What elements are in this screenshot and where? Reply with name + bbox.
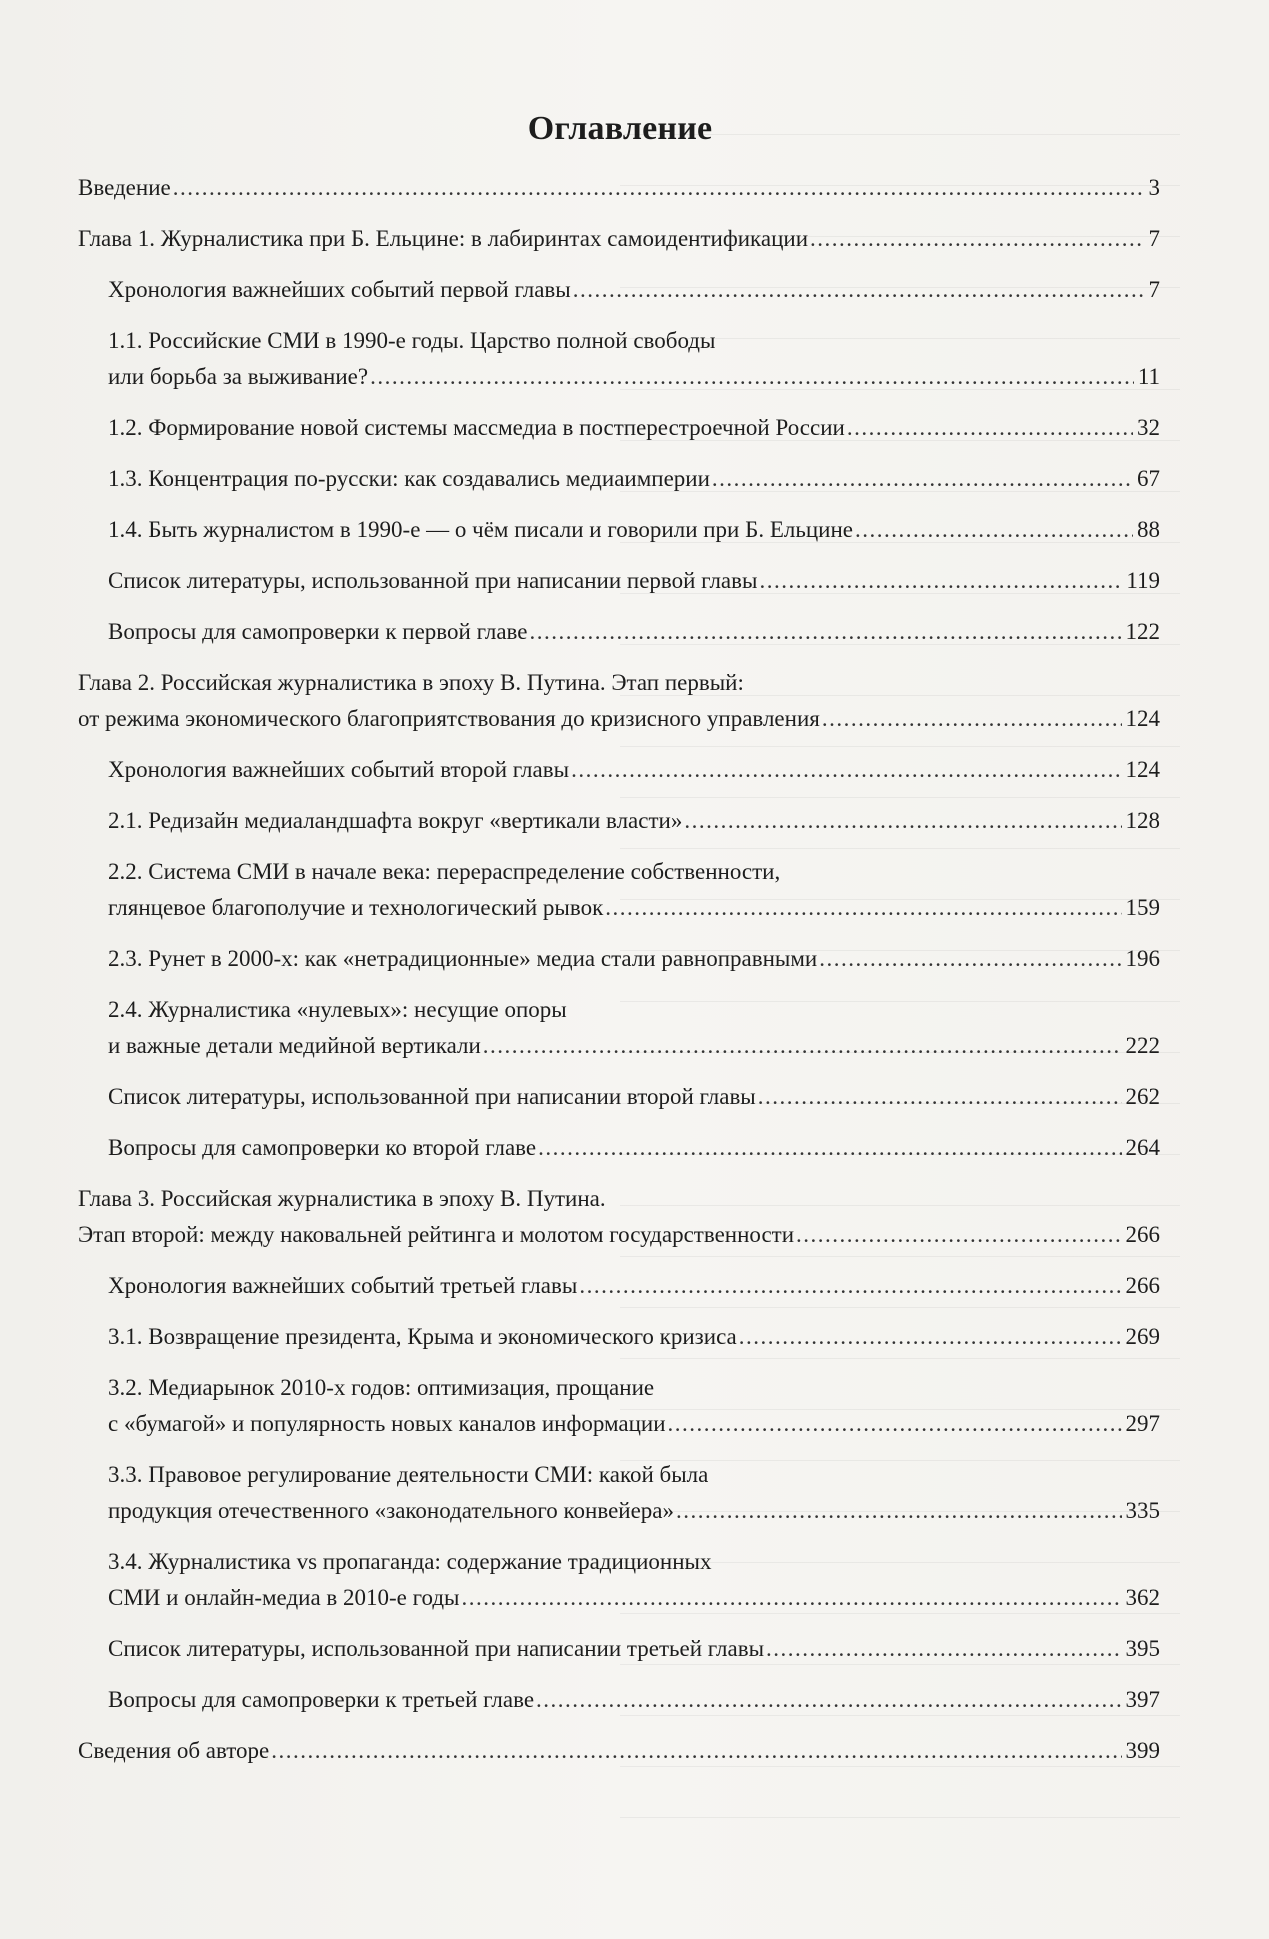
- toc-entry: [78, 563, 1160, 599]
- toc-entry-text: 1.4. Быть журналистом в 1990-е — о чём писали и говорили при Б. Ельцине: [108, 517, 853, 542]
- toc-entry: [78, 1544, 1160, 1616]
- toc-entry: [78, 410, 1160, 446]
- page-number: 119: [1126, 568, 1160, 593]
- page-number: 262: [1125, 1084, 1160, 1109]
- toc-entry-row: [108, 1631, 1160, 1667]
- dot-leader: [571, 752, 1121, 788]
- toc-entry: [78, 1319, 1160, 1355]
- toc-entry-text: 2.1. Редизайн медиаландшафта вокруг «вертикали власти»: [108, 808, 683, 833]
- toc-entry: [78, 272, 1160, 308]
- page-number: 7: [1148, 277, 1160, 302]
- toc-entry-text: 2.3. Рунет в 2000-х: как «нетрадиционные» медиа стали равноправными: [108, 946, 818, 971]
- page-number: 266: [1125, 1222, 1160, 1247]
- page-number: 399: [1125, 1738, 1160, 1763]
- toc-entry: [78, 665, 1160, 737]
- toc-entry-text: Список литературы, использованной при написании первой главы: [108, 568, 758, 593]
- toc-entry-row: [78, 170, 1160, 206]
- page-number: 3: [1148, 175, 1160, 200]
- page-number: 124: [1125, 706, 1160, 731]
- dot-leader: [796, 1217, 1121, 1253]
- page-number: 88: [1137, 517, 1160, 542]
- dot-leader: [529, 614, 1121, 650]
- toc-entry-text: Этап второй: между наковальней рейтинга и молотом государственности: [78, 1222, 795, 1247]
- page-number: 395: [1125, 1636, 1160, 1661]
- toc-entry-text: 3.2. Медиарынок 2010-х годов: оптимизация, прощание: [108, 1375, 655, 1400]
- toc-entry-row: [78, 701, 1160, 737]
- toc-entry-text: Введение: [78, 175, 171, 200]
- toc-entry-row: [108, 752, 1160, 788]
- page-title: Оглавление: [527, 110, 713, 147]
- toc-entry-text: Список литературы, использованной при написании третьей главы: [108, 1636, 765, 1661]
- page-number: 362: [1125, 1585, 1160, 1610]
- toc-entry-text: от режима экономического благоприятствования до кризисного управления: [78, 706, 820, 731]
- toc-entry: [78, 1181, 1160, 1253]
- toc-entry: [78, 461, 1160, 497]
- toc-entry: [78, 323, 1160, 395]
- dot-leader: [573, 272, 1145, 308]
- toc-entry: [78, 854, 1160, 926]
- dot-leader: [462, 1580, 1122, 1616]
- toc-entry: [78, 1370, 1160, 1442]
- toc-entry: [78, 803, 1160, 839]
- page-number: 397: [1125, 1687, 1160, 1712]
- dot-leader: [766, 1631, 1121, 1667]
- toc-entry-text: Хронология важнейших событий первой главы: [108, 277, 571, 302]
- dot-leader: [739, 1319, 1122, 1355]
- dot-leader: [579, 1268, 1121, 1304]
- toc-entry-text: 3.4. Журналистика vs пропаганда: содержание традиционных: [108, 1549, 712, 1574]
- page-number: 222: [1125, 1033, 1160, 1058]
- toc-entry-text: СМИ и онлайн-медиа в 2010-е годы: [108, 1585, 460, 1610]
- dot-leader: [538, 1130, 1121, 1166]
- page-number: 159: [1125, 895, 1160, 920]
- toc-entry-row: [108, 563, 1160, 599]
- toc-entry-row: [108, 941, 1160, 977]
- dot-leader: [759, 563, 1122, 599]
- toc-entry-row: [108, 1079, 1160, 1115]
- toc-entry-text: 3.3. Правовое регулирование деятельности СМИ: какой была: [108, 1462, 709, 1487]
- toc-entry-row: [108, 410, 1160, 446]
- toc-entry: [78, 1457, 1160, 1529]
- toc-entry-row: [108, 1130, 1160, 1166]
- page-number: 124: [1125, 757, 1160, 782]
- toc-entry: [78, 1268, 1160, 1304]
- toc-entry-row: [108, 614, 1160, 650]
- dot-leader: [684, 803, 1121, 839]
- toc-entry-text: Сведения об авторе: [78, 1738, 270, 1763]
- toc-entry-row: [108, 803, 1160, 839]
- toc-entry: [78, 170, 1160, 206]
- toc-entry-text: 3.1. Возвращение президента, Крыма и экономического кризиса: [108, 1324, 737, 1349]
- toc-entry-row: [108, 461, 1160, 497]
- toc-entry: [78, 992, 1160, 1064]
- toc-entry-text: продукция отечественного «законодательного конвейера»: [108, 1498, 675, 1523]
- dot-leader: [271, 1733, 1121, 1769]
- page-number: 297: [1125, 1411, 1160, 1436]
- toc-entry-row: [108, 1268, 1160, 1304]
- toc-entry-row: [78, 221, 1160, 257]
- page-number: 11: [1137, 364, 1160, 389]
- toc-entry-row: [108, 1406, 1160, 1442]
- toc-entry-text: 2.2. Система СМИ в начале века: перераспределение собственности,: [108, 859, 781, 884]
- toc-entry: [78, 221, 1160, 257]
- page-number: 128: [1125, 808, 1160, 833]
- dot-leader: [676, 1493, 1121, 1529]
- dot-leader: [483, 1028, 1122, 1064]
- toc-entry: [78, 1079, 1160, 1115]
- dot-leader: [855, 512, 1133, 548]
- toc-entry: [78, 614, 1160, 650]
- page-number: 264: [1125, 1135, 1160, 1160]
- toc-entry-row: [108, 359, 1160, 395]
- toc-entry-text: и важные детали медийной вертикали: [108, 1033, 481, 1058]
- page-number: 122: [1125, 619, 1160, 644]
- toc-entry-text: Глава 3. Российская журналистика в эпоху В. Путина.: [78, 1186, 606, 1211]
- dot-leader: [847, 410, 1133, 446]
- toc-entry-text: Вопросы для самопроверки к первой главе: [108, 619, 528, 644]
- toc-entry-text: Хронология важнейших событий третьей главы: [108, 1273, 578, 1298]
- page-number: 7: [1148, 226, 1160, 251]
- toc-entry-text: 1.1. Российские СМИ в 1990-е годы. Царство полной свободы: [108, 328, 716, 353]
- page-number: 196: [1125, 946, 1160, 971]
- toc-entry-row: [108, 1028, 1160, 1064]
- toc-entry-row: [108, 512, 1160, 548]
- toc-entry-text: с «бумагой» и популярность новых каналов информации: [108, 1411, 666, 1436]
- toc-entry: [78, 1631, 1160, 1667]
- toc-entry: [78, 1130, 1160, 1166]
- dot-leader: [712, 461, 1133, 497]
- page-number: 32: [1137, 415, 1160, 440]
- dot-leader: [810, 221, 1144, 257]
- toc-entry-row: [108, 1580, 1160, 1616]
- toc-entry-text: Список литературы, использованной при написании второй главы: [108, 1084, 756, 1109]
- toc-entry: [78, 752, 1160, 788]
- toc-entry-row: [78, 1217, 1160, 1253]
- dot-leader: [819, 941, 1121, 977]
- toc-entry-text: Вопросы для самопроверки ко второй главе: [108, 1135, 537, 1160]
- toc-entry-text: Глава 1. Журналистика при Б. Ельцине: в лабиринтах самоидентификации: [78, 226, 809, 251]
- toc-entry-row: [108, 1493, 1160, 1529]
- dot-leader: [370, 359, 1134, 395]
- toc-entry-text: или борьба за выживание?: [108, 364, 369, 389]
- dot-leader: [536, 1682, 1121, 1718]
- toc-entry: [78, 1733, 1160, 1769]
- toc-entry-text: 2.4. Журналистика «нулевых»: несущие опоры: [108, 997, 567, 1022]
- table-of-contents: [78, 170, 1160, 1784]
- toc-entry-row: [108, 272, 1160, 308]
- dot-leader: [822, 701, 1122, 737]
- toc-entry-row: [108, 890, 1160, 926]
- toc-entry: [78, 1682, 1160, 1718]
- toc-entry-text: Глава 2. Российская журналистика в эпоху В. Путина. Этап первый:: [78, 670, 744, 695]
- page-number: 335: [1125, 1498, 1160, 1523]
- toc-entry: [78, 941, 1160, 977]
- page-number: 266: [1125, 1273, 1160, 1298]
- dot-leader: [173, 170, 1145, 206]
- dot-leader: [605, 890, 1121, 926]
- toc-entry-text: 1.3. Концентрация по-русски: как создавались медиаимперии: [108, 466, 710, 491]
- page-number: 269: [1125, 1324, 1160, 1349]
- toc-entry-text: глянцевое благополучие и технологический рывок: [108, 895, 604, 920]
- page-number: 67: [1137, 466, 1160, 491]
- toc-entry-text: Хронология важнейших событий второй главы: [108, 757, 570, 782]
- toc-entry: [78, 512, 1160, 548]
- toc-entry-row: [108, 1682, 1160, 1718]
- dot-leader: [668, 1406, 1122, 1442]
- dot-leader: [758, 1079, 1122, 1115]
- toc-entry-row: [108, 1319, 1160, 1355]
- toc-entry-text: 1.2. Формирование новой системы массмедиа в постперестроечной России: [108, 415, 845, 440]
- toc-entry-row: [78, 1733, 1160, 1769]
- toc-entry-text: Вопросы для самопроверки к третьей главе: [108, 1687, 535, 1712]
